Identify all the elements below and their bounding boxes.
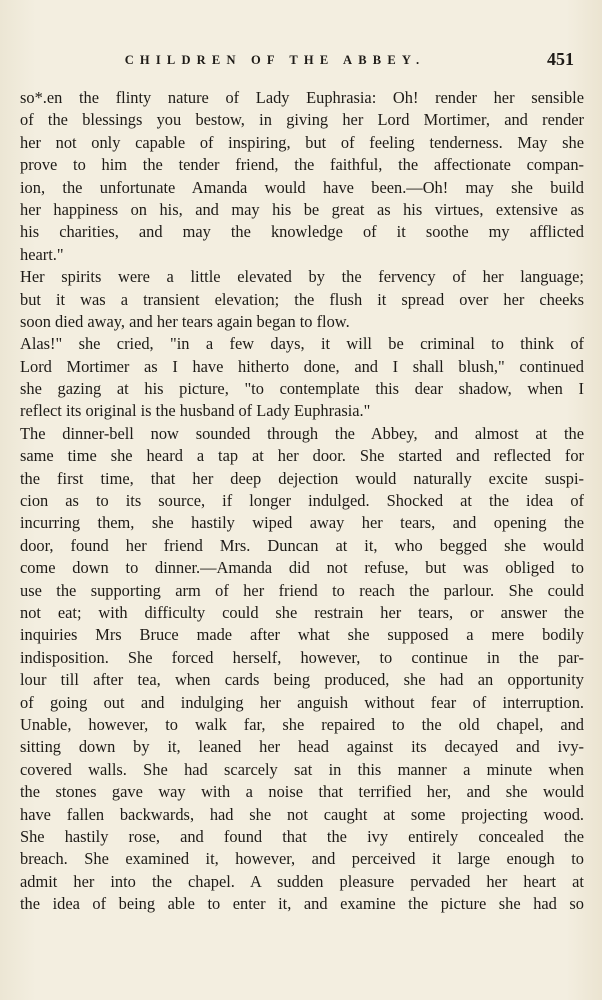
- text-line: covered walls. She had scarcely sat in this manner a minute when: [20, 759, 584, 779]
- text-line: breach. She examined it, however, and perceived it large enough to: [20, 849, 584, 869]
- text-line: so*.en the flinty nature of Lady Euphrasia: Oh! render her sensible: [20, 88, 584, 107]
- text-line: reflect its original is the husband of Lady Euphrasia.": [20, 401, 371, 421]
- text-line: Unable, however, to walk far, she repaired to the old chapel, and: [20, 714, 584, 734]
- running-title: CHILDREN OF THE ABBEY.: [124, 53, 426, 67]
- text-line: Her spirits were a little elevated by the fervency of her language;: [20, 267, 584, 287]
- text-line: prove to him the tender friend, the faithful, the affectionate compan-: [20, 155, 584, 175]
- text-line: the idea of being able to enter it, and examine the picture she had so: [20, 894, 584, 914]
- text-line: cion as to its source, if longer indulged. Shocked at the idea of: [20, 491, 584, 511]
- text-line: she gazing at his picture, "to contemplate this dear shadow, when I: [20, 379, 584, 399]
- page-number: 451: [547, 49, 574, 69]
- text-line: admit her into the chapel. A sudden pleasure pervaded her heart at: [20, 871, 584, 891]
- text-line: of going out and indulging her anguish without fear of interruption.: [20, 692, 584, 712]
- text-line: not eat; with difficulty could she restrain her tears, or answer the: [20, 602, 584, 622]
- text-line: Lord Mortimer as I have hitherto done, and I shall blush," continued: [20, 356, 584, 376]
- text-line: the first time, that her deep dejection would naturally excite suspi-: [20, 468, 584, 488]
- text-line: sitting down by it, leaned her head against its decayed and ivy-: [20, 737, 584, 757]
- text-line: but it was a transient elevation; the flush it spread over her cheeks: [20, 289, 584, 309]
- text-line: The dinner-bell now sounded through the Abbey, and almost at the: [20, 423, 584, 443]
- text-line: her not only capable of inspiring, but of feeling tenderness. May she: [20, 132, 584, 152]
- text-line: She hastily rose, and found that the ivy entirely concealed the: [20, 826, 584, 846]
- text-line: of the blessings you bestow, in giving her Lord Mortimer, and render: [20, 110, 584, 130]
- text-line: lour till after tea, when cards being produced, she had an opportunity: [20, 670, 584, 690]
- body-text: [20, 87, 584, 915]
- text-line: come down to dinner.—Amanda did not refuse, but was obliged to: [20, 558, 584, 578]
- text-line: same time she heard a tap at her door. She started and reflected for: [20, 446, 584, 466]
- text-line: door, found her friend Mrs. Duncan at it, who begged she would: [20, 535, 584, 555]
- text-line: indisposition. She forced herself, however, to continue in the par-: [20, 647, 584, 667]
- text-line: the stones gave way with a noise that terrified her, and she would: [20, 782, 584, 802]
- text-line: soon died away, and her tears again began to flow.: [20, 311, 350, 331]
- text-line: her happiness on his, and may his be great as his virtues, extensive as: [20, 199, 584, 219]
- text-line: use the supporting arm of her friend to reach the parlour. She could: [20, 580, 584, 600]
- running-head: [20, 49, 574, 70]
- text-line: inquiries Mrs Bruce made after what she supposed a mere bodily: [20, 625, 584, 645]
- text-line: ion, the unfortunate Amanda would have been.—Oh! may she build: [20, 177, 584, 197]
- text-line: incurring them, she hastily wiped away her tears, and opening the: [20, 513, 584, 533]
- text-line: heart.": [20, 244, 64, 264]
- text-line: his charities, and may the knowledge of it soothe my afflicted: [20, 222, 584, 242]
- text-line: Alas!" she cried, "in a few days, it will be criminal to think of: [20, 334, 584, 354]
- text-line: have fallen backwards, had she not caught at some projecting wood.: [20, 804, 584, 824]
